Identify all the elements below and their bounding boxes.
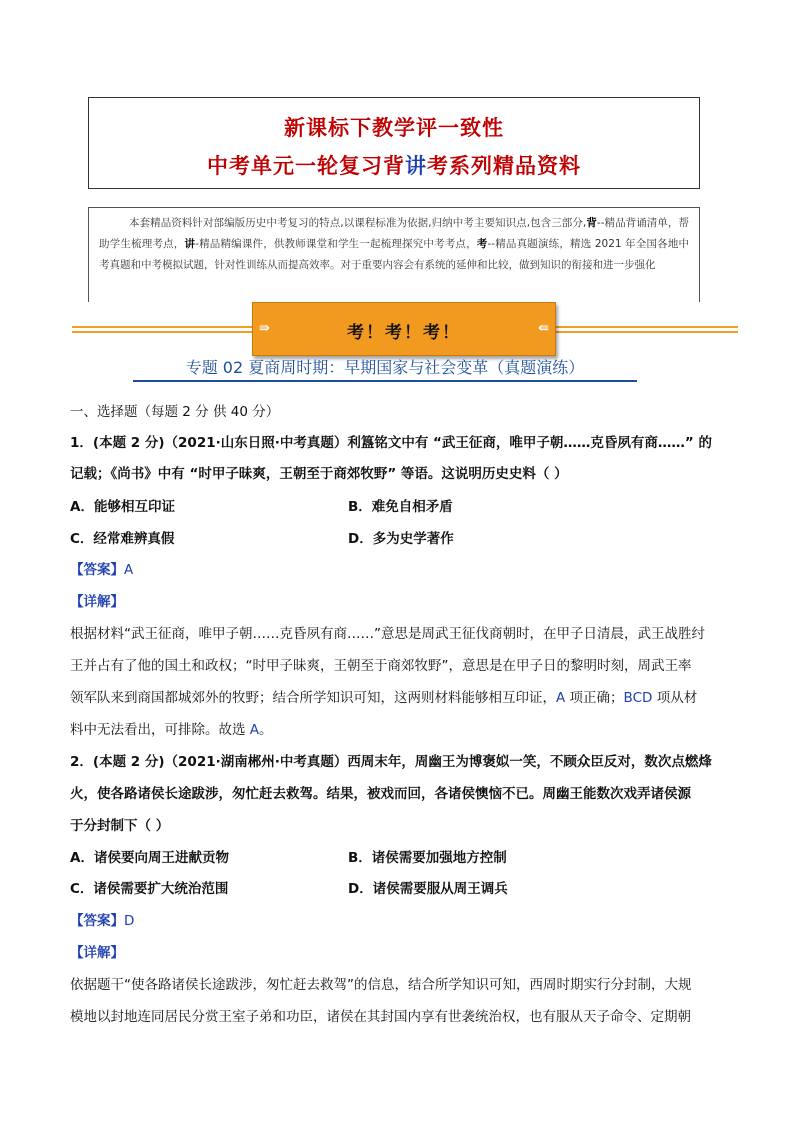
q1-answer-value: A [124, 562, 134, 578]
q1-detail-line-4: 料中无法看出，可排除。故选 A。 [70, 722, 273, 738]
q2-detail-line-2: 模地以封地连同居民分赏王室子弟和功臣，诸侯在其封国内享有世袭统治权，也有服从天子命令、定期朝 [70, 1009, 691, 1025]
title-box [88, 97, 700, 189]
intro-text-c: -精品精编课件，供教师课堂和学生一起梳理探究中考考点， [195, 238, 477, 250]
q2-detail-line-1: 依据题干“使各路诸侯长途跋涉，匆忙赶去救驾”的信息，结合所学知识可知，西周时期实行分封制，大规 [70, 977, 692, 993]
title-line-2-part-1: 中考单元一轮复习 [207, 153, 383, 178]
intro-text-a: 本套精品资料针对部编版历史中考复习的特点,以课程标准为依据,归纳中考主要知识点,包含三部分, [129, 217, 587, 229]
q2-option-d: D．诸侯需要服从周王调兵 [348, 881, 508, 897]
title-line-2 [89, 150, 699, 180]
banner [252, 302, 556, 356]
q1-option-a: A．能够相互印证 [70, 499, 175, 515]
q2-option-b: B．诸侯需要加强地方控制 [348, 850, 507, 866]
q1-answer-label: 【答案】 [70, 562, 124, 578]
intro-jiang: 讲 [184, 238, 196, 250]
q1-stem-line-2: 记载；《尚书》中有 “时甲子昧爽，王朝至于商郊牧野” 等语。这说明历史史料（ ） [70, 466, 568, 482]
q2-stem-line-3: 于分封制下（ ） [70, 818, 170, 834]
intro-box [88, 207, 700, 302]
intro-bei: 背 [586, 217, 597, 229]
intro-kao: 考 [476, 238, 488, 250]
title-kao: 考 [427, 153, 449, 178]
intro-text-d: --精品真题演练，精选 2021 年全国各地中考真题和中考模拟试题，针对性训练从而提高效率。对于重要内容会有系统的延伸和比较，做到知识的衔接和进一步强化 [99, 238, 690, 271]
title-jiang: 讲 [405, 153, 427, 178]
banner-text: 考！考！考！ [347, 323, 461, 343]
q1-option-b: B．难免自相矛盾 [348, 499, 453, 515]
q1-stem-line-1: 1．(本题 2 分)（2021·山东日照·中考真题）利簋铭文中有 “武王征商，唯甲子朝……克昏夙有商……” 的 [70, 435, 713, 451]
q1-detail-line-3: 领军队来到商国都城郊外的牧野；结合所学知识可知，这两则材料能够相互印证，A 项正确；BCD 项从材 [70, 690, 698, 706]
q1-option-c: C．经常难辨真假 [70, 531, 175, 547]
section-subtitle: 专题 02 夏商周时期：早期国家与社会变革（真题演练） [133, 358, 637, 382]
title-line-1: 新课标下教学评一致性 [284, 115, 504, 140]
q2-answer [70, 909, 134, 929]
left-arrow-icon: ⇚ [538, 321, 549, 336]
q2-option-a: A．诸侯要向周王进献贡物 [70, 850, 229, 866]
q2-stem-line-1: 2．(本题 2 分)（2021·湖南郴州·中考真题）西周末年，周幽王为博褒姒一笑，不顾众臣反对，数次点燃烽 [70, 754, 712, 770]
title-bei: 背 [383, 153, 405, 178]
q1-answer [70, 558, 133, 578]
intro-text-b: --精品背诵清单，帮助学生梳理考点， [99, 217, 690, 250]
q1-detail-line-1: 根据材料“武王征商，唯甲子朝……克昏夙有商……”意思是周武王征伐商朝时，在甲子日清晨，武王战胜纣 [70, 626, 705, 642]
q2-option-c: C．诸侯需要扩大统治范围 [70, 881, 229, 897]
right-arrow-icon: ⇛ [259, 321, 270, 336]
q1-detail-label: 【详解】 [70, 594, 124, 610]
section-heading: 一、选择题（每题 2 分 供 40 分） [70, 404, 280, 420]
q2-answer-value: D [124, 913, 135, 929]
q2-answer-label: 【答案】 [70, 913, 124, 929]
q2-stem-line-2: 火，使各路诸侯长途跋涉，匆忙赶去救驾。结果，被戏而回，各诸侯懊恼不已。周幽王能数次戏弄诸侯源 [70, 786, 691, 802]
q2-detail-label: 【详解】 [70, 945, 124, 961]
q1-option-d: D．多为史学著作 [348, 531, 454, 547]
title-line-2-part-2: 系列精品资料 [449, 153, 581, 178]
q1-detail-line-2: 王并占有了他的国土和政权；“时甲子昧爽，王朝至于商郊牧野”，意思是在甲子日的黎明时刻，周武王率 [70, 658, 692, 674]
